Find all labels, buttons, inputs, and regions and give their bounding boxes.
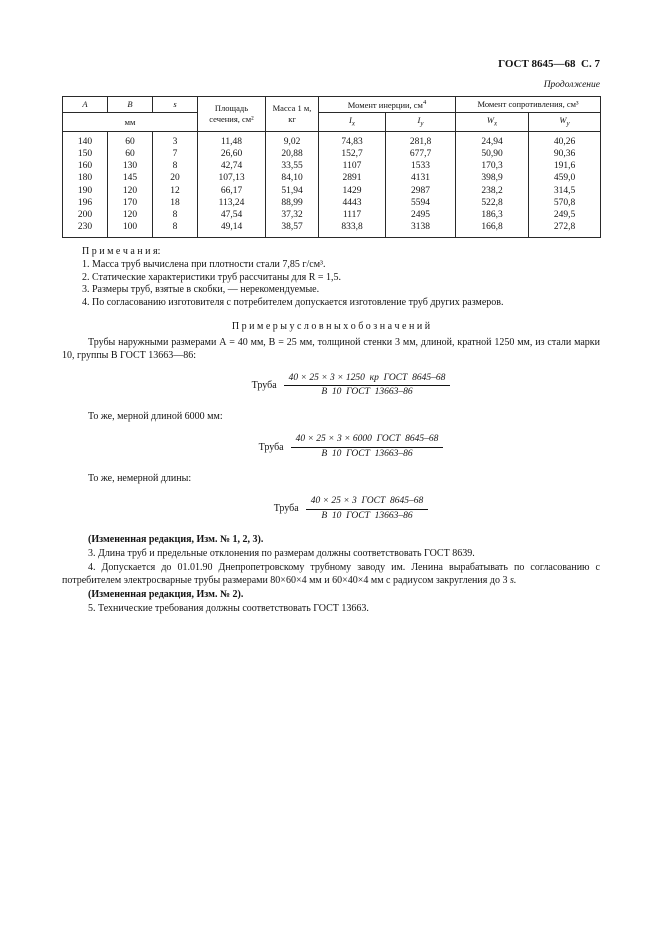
header-wx-base: W: [486, 115, 494, 126]
header-area: Площадь сечения, см²: [198, 97, 266, 132]
examples-intro: Трубы наружными размерами А = 40 мм, В = 25 мм, толщиной стенки 3 мм, длиной, кратной 1250 мм, из стали марки 10, группы В ГОСТ 13663—86:: [62, 336, 600, 361]
notes-title: П р и м е ч а н и я:: [82, 246, 161, 258]
formula-label: Труба: [258, 441, 284, 453]
note-item: 3. Размеры труб, взятые в скобки, — нерекомендуемые.: [82, 284, 320, 296]
table-cell: 4443: [319, 197, 386, 209]
fraction-numerator: 40 × 25 × 3 × 6000 ГОСТ 8645–68: [291, 434, 444, 447]
table-cell: 38,57: [266, 221, 319, 238]
designation-fraction: [291, 434, 444, 460]
header-inertia-sup: 4: [422, 99, 427, 106]
header-wy: [529, 113, 601, 131]
table-cell: 60: [108, 131, 153, 148]
header-col-a: А: [63, 97, 108, 113]
table-cell: 1533: [386, 160, 456, 172]
table-cell: 152,7: [319, 148, 386, 160]
table-cell: 20: [153, 172, 198, 184]
table-cell: 113,24: [198, 197, 266, 209]
table-cell: 150: [63, 148, 108, 160]
table-cell: 1107: [319, 160, 386, 172]
table-cell: 84,10: [266, 172, 319, 184]
table-cell: 1117: [319, 209, 386, 221]
notes-section: [62, 246, 600, 309]
table-cell: 100: [108, 221, 153, 238]
dimensions-table: [62, 96, 601, 238]
table-cell: 170: [108, 197, 153, 209]
table-cell: 74,83: [319, 131, 386, 148]
table-cell: 522,8: [456, 197, 529, 209]
table-cell: 7: [153, 148, 198, 160]
table-row: [63, 148, 601, 160]
table-cell: 180: [63, 172, 108, 184]
table-cell: 272,8: [529, 221, 601, 238]
fraction-numerator: 40 × 25 × 3 × 1250 кр ГОСТ 8645–68: [284, 373, 451, 386]
fraction-denominator: В 10 ГОСТ 13663–86: [321, 510, 413, 521]
formula-label: Труба: [273, 503, 299, 515]
examples-heading: П р и м е р ы у с л о в н ы х о б о з н а ч е н и й: [231, 320, 431, 332]
paragraph-4-text: 4. Допускается до 01.01.90 Днепропетровскому трубному заводу им. Ленина вырабатывать по согласованию с потребителем электросварные трубы размерами 80×60×4 мм и 60×40×4 мм с радиусом закругления до 3: [62, 561, 600, 586]
table-cell: 5594: [386, 197, 456, 209]
table-cell: 196: [63, 197, 108, 209]
gost-number-header: ГОСТ 8645—68 С. 7: [498, 58, 600, 70]
table-cell: 459,0: [529, 172, 601, 184]
table-cell: 8: [153, 221, 198, 238]
table-cell: 50,90: [456, 148, 529, 160]
table-cell: 191,6: [529, 160, 601, 172]
note-item: 1. Масса труб вычислена при плотности стали 7,85 г/см³.: [82, 258, 326, 270]
table-cell: 186,3: [456, 209, 529, 221]
continuation-label: Продолжение: [543, 80, 600, 90]
table-cell: 166,8: [456, 221, 529, 238]
table-cell: 130: [108, 160, 153, 172]
table-cell: 60: [108, 148, 153, 160]
table-cell: 1429: [319, 185, 386, 197]
table-cell: 140: [63, 131, 108, 148]
header-wy-sub: y: [566, 120, 570, 129]
table-cell: 8: [153, 209, 198, 221]
header-iy: [386, 113, 456, 131]
formula-block-1: [102, 373, 600, 399]
header-mm: мм: [63, 113, 198, 131]
header-wx: [456, 113, 529, 131]
table-row: [63, 221, 601, 238]
amendment-note-2: (Измененная редакция, Изм. № 2).: [88, 588, 244, 600]
table-cell: 40,26: [529, 131, 601, 148]
table-cell: 49,14: [198, 221, 266, 238]
table-cell: 200: [63, 209, 108, 221]
header-wy-base: W: [559, 115, 567, 126]
table-row: [63, 209, 601, 221]
header-inertia-text: Момент инерции, см: [347, 99, 423, 110]
header-iy-base: I: [417, 115, 421, 126]
table-row: [63, 160, 601, 172]
table-cell: 249,5: [529, 209, 601, 221]
amendment-note-1: (Измененная редакция, Изм. № 1, 2, 3).: [88, 533, 264, 545]
table-cell: 314,5: [529, 185, 601, 197]
table-cell: 51,94: [266, 185, 319, 197]
table-cell: 833,8: [319, 221, 386, 238]
table-cell: 160: [63, 160, 108, 172]
paragraph-4-s: s.: [509, 574, 517, 586]
table-cell: 20,88: [266, 148, 319, 160]
header-wx-sub: x: [493, 120, 498, 129]
designation-fraction: [306, 496, 429, 522]
table-body: [63, 131, 601, 237]
table-cell: 11,48: [198, 131, 266, 148]
table-cell: 281,8: [386, 131, 456, 148]
fraction-numerator: 40 × 25 × 3 ГОСТ 8645–68: [306, 496, 429, 509]
paragraph-4: [62, 561, 600, 587]
header-ix-sub: x: [351, 120, 355, 129]
header-ix-base: I: [349, 115, 352, 126]
table-cell: 120: [108, 185, 153, 197]
note-item: 2. Статические характеристики труб рассчитаны для R = 1,5.: [82, 271, 342, 283]
table-cell: 8: [153, 160, 198, 172]
table-cell: 238,2: [456, 185, 529, 197]
header-col-b: В: [108, 97, 153, 113]
table-row: [63, 172, 601, 184]
table-row: [63, 131, 601, 148]
table-cell: 18: [153, 197, 198, 209]
table-cell: 190: [63, 185, 108, 197]
table-cell: 170,3: [456, 160, 529, 172]
header-resistance: Момент сопротивления, см³: [456, 97, 601, 113]
table-cell: 3138: [386, 221, 456, 238]
table-cell: 677,7: [386, 148, 456, 160]
table-cell: 90,36: [529, 148, 601, 160]
formula-label: Труба: [251, 379, 277, 391]
designation-fraction: [284, 373, 451, 399]
table-cell: 107,13: [198, 172, 266, 184]
paragraph-3: 3. Длина труб и предельные отклонения по размерам должны соответствовать ГОСТ 8639.: [88, 547, 475, 559]
table-cell: 4131: [386, 172, 456, 184]
paragraph-5: 5. Технические требования должны соответствовать ГОСТ 13663.: [88, 602, 369, 614]
fraction-denominator: В 10 ГОСТ 13663–86: [321, 386, 413, 397]
table-cell: 145: [108, 172, 153, 184]
table-cell: 24,94: [456, 131, 529, 148]
table-cell: 2495: [386, 209, 456, 221]
table-cell: 47,54: [198, 209, 266, 221]
header-iy-sub: y: [420, 120, 424, 129]
table-header: [63, 97, 601, 132]
formula-block-3: [102, 496, 600, 522]
table-cell: 42,74: [198, 160, 266, 172]
table-row: [63, 197, 601, 209]
table-cell: 26,60: [198, 148, 266, 160]
table-cell: 33,55: [266, 160, 319, 172]
table-cell: 12: [153, 185, 198, 197]
table-cell: 88,99: [266, 197, 319, 209]
fraction-denominator: В 10 ГОСТ 13663–86: [321, 448, 413, 459]
header-ix: [319, 113, 386, 131]
note-item: 4. По согласованию изготовителя с потребителем допускается изготовление труб других размеров.: [82, 296, 504, 308]
table-cell: 66,17: [198, 185, 266, 197]
header-inertia: [319, 97, 456, 113]
header-col-s: s: [153, 97, 198, 113]
same-measured-line: То же, мерной длиной 6000 мм:: [88, 411, 223, 423]
table-cell: 120: [108, 209, 153, 221]
table-cell: 9,02: [266, 131, 319, 148]
table-cell: 570,8: [529, 197, 601, 209]
table-cell: 3: [153, 131, 198, 148]
table-cell: 2987: [386, 185, 456, 197]
header-mass: Масса 1 м, кг: [266, 97, 319, 132]
table-cell: 398,9: [456, 172, 529, 184]
table-row: [63, 185, 601, 197]
table-cell: 2891: [319, 172, 386, 184]
same-unmeasured-line: То же, немерной длины:: [88, 473, 192, 485]
table-cell: 37,32: [266, 209, 319, 221]
formula-block-2: [102, 434, 600, 460]
table-cell: 230: [63, 221, 108, 238]
